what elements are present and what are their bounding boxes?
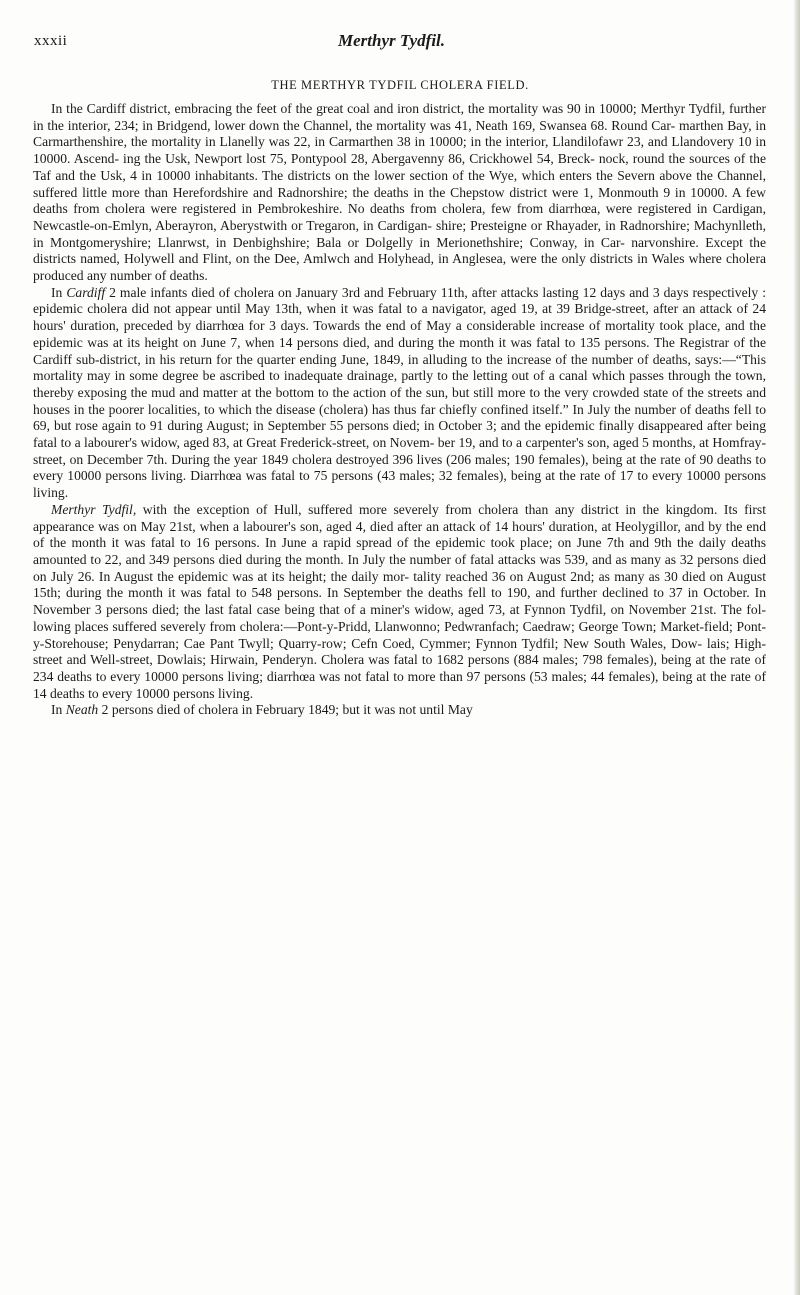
running-head <box>34 33 764 59</box>
place-name-neath: Neath <box>65 702 99 718</box>
paragraph-cardiff-district-overview <box>33 101 766 285</box>
paragraph-text: with the exception of Hull, suffered more severely from cholera than any district in the kingdom. Its first appearance was on May 21st, when a labourer's son, aged 4, died after an attack of 14 hours' duration, at Heolygillor, and by the end of the month it was fatal to 16 persons. In June a rapid spread of the epidemic took place; on June 7th and 9th the daily deaths amounted to 22, and 349 persons died during the month. In July the number of fatal attacks was 539, and as many as 32 persons died on July 26. In August the epidemic was at its height; the daily mor- tality reached 36 on August 2nd; as many as 30 died on August 15th; during the month it was fatal to 548 persons. In September the deaths fell to 190, and further declined to 37 in October. In November 3 persons died; the last fatal case being that of a miner's widow, aged 73, at Fynnon Tydfil, on November 21st. The fol- lowing places suffered severely from cholera:—Pont-y-Pridd, Llanwonno; Pedwranfach; Caedraw; George Town; Market-field; Pont-y-Storehouse; Penydarran; Cae Pant Twyll; Quarry-row; Cefn Coed, Cymmer; Fynnon Tydfil; New South Wales, Dow- lais; High-street and Well-street, Dowlais; Hirwain, Penderyn. Cholera was fatal to 1682 persons (884 males; 798 females), being at the rate of 234 deaths to every 10000 persons living; diarrhœa was not fatal to more than 97 persons (53 males; 44 females), being at the rate of 14 deaths to every 10000 persons living. <box>33 501 766 701</box>
paragraph-merthyr-tydfil <box>33 502 766 702</box>
section-heading: THE MERTHYR TYDFIL CHOLERA FIELD. <box>271 78 529 92</box>
paragraph-cardiff <box>33 285 766 502</box>
body-text <box>33 101 766 719</box>
paragraph-text: 2 male infants died of cholera on January 3rd and February 11th, after attacks lasting 12 days and 3 days respectively : epidemic cholera did not appear until May 13th, when it was fatal to a navigator, aged 19, at 39 Bridge-street, after an attack of 24 hours' duration, preceded by diarrhœa for 3 days. Towards the end of May a considerable increase of mortality took place, and the epidemic was at its height on June 7, when 14 persons died, and during the month it was fatal to 135 persons. The Registrar of the Cardiff sub-district, in his return for the quarter ending June, 1849, in alluding to the increase of the number of deaths, says:—“This mortality may in some degree be ascribed to inadequate drainage, partly to the letting out of a canal which passes through the town, thereby exposing the mud and matter at the bottom to the action of the sun, but still more to the very crowded state of the streets and houses in the poorer localities, to which the disease (cholera) has thus far chiefly confined itself.” In July the number of deaths fell to 69, but rose again to 91 during August; in September 55 persons died; in October 3; and the epidemic finally disappeared after being fatal to a labourer's widow, aged 83, at Great Frederick-street, on Novem- ber 19, and to a carpenter's son, aged 5 months, at Homfray-street, on December 7th. During the year 1849 cholera destroyed 396 lives (206 males; 190 females), being at the rate of 90 deaths to every 10000 persons living. Diarrhœa was fatal to 75 persons (43 males; 32 females), being at the rate of 17 to every 10000 persons living. <box>33 284 766 501</box>
paragraph-prefix: In <box>51 284 67 300</box>
place-name-merthyr-tydfil: Merthyr Tydfil, <box>51 501 137 517</box>
paragraph-text: In the Cardiff district, embracing the feet of the great coal and iron district, the mortality was 90 in 10000; Merthyr Tydfil, further in the interior, 234; in Bridgend, lower down the Channel, the mortality was 41, Neath 169, Swansea 68. Round Car- marthen Bay, in Carmarthenshire, the mortality in Llanelly was 22, in Carmarthen 38 in 10000; in the interior, Llandilofawr 23, and Llandovery 10 in 10000. Ascend- ing the Usk, Newport lost 75, Pontypool 28, Abergavenny 86, Crickhowel 54, Breck- nock, round the sources of the Taf and the Usk, 4 in 10000 inhabitants. The districts on the lower section of the Wye, which enters the Severn above the Channel, suffered little more than Herefordshire and Radnorshire; the deaths in the Chepstow district were 1, Monmouth 9 in 10000. A few deaths from cholera were registered in Pembrokeshire. No deaths from cholera, few from diarrhœa, were registered in Cardigan, Newcastle-on-Emlyn, Aberayron, Aberystwith or Tregaron, in Cardigan- shire; Presteigne or Rhayader, in Radnorshire; Machynlleth, in Montgomeryshire; Llanrwst, in Denbighshire; Bala or Dolgelly in Merionethshire; Conway, in Car- narvonshire. Except the districts named, Holywell and Flint, on the Dee, Amlwch and Holyhead, in Anglesea, were the only districts in Wales where cholera produced any number of deaths. <box>33 101 766 284</box>
page-number: xxxii <box>34 33 68 49</box>
paragraph-text: 2 persons died of cholera in February 1849; but it was not until May <box>98 702 473 718</box>
page-edge-shadow <box>794 0 800 1295</box>
running-title: Merthyr Tydfil. <box>338 31 446 50</box>
paragraph-neath <box>33 702 766 719</box>
place-name-cardiff: Cardiff <box>66 284 106 300</box>
paragraph-prefix: In <box>51 702 66 718</box>
